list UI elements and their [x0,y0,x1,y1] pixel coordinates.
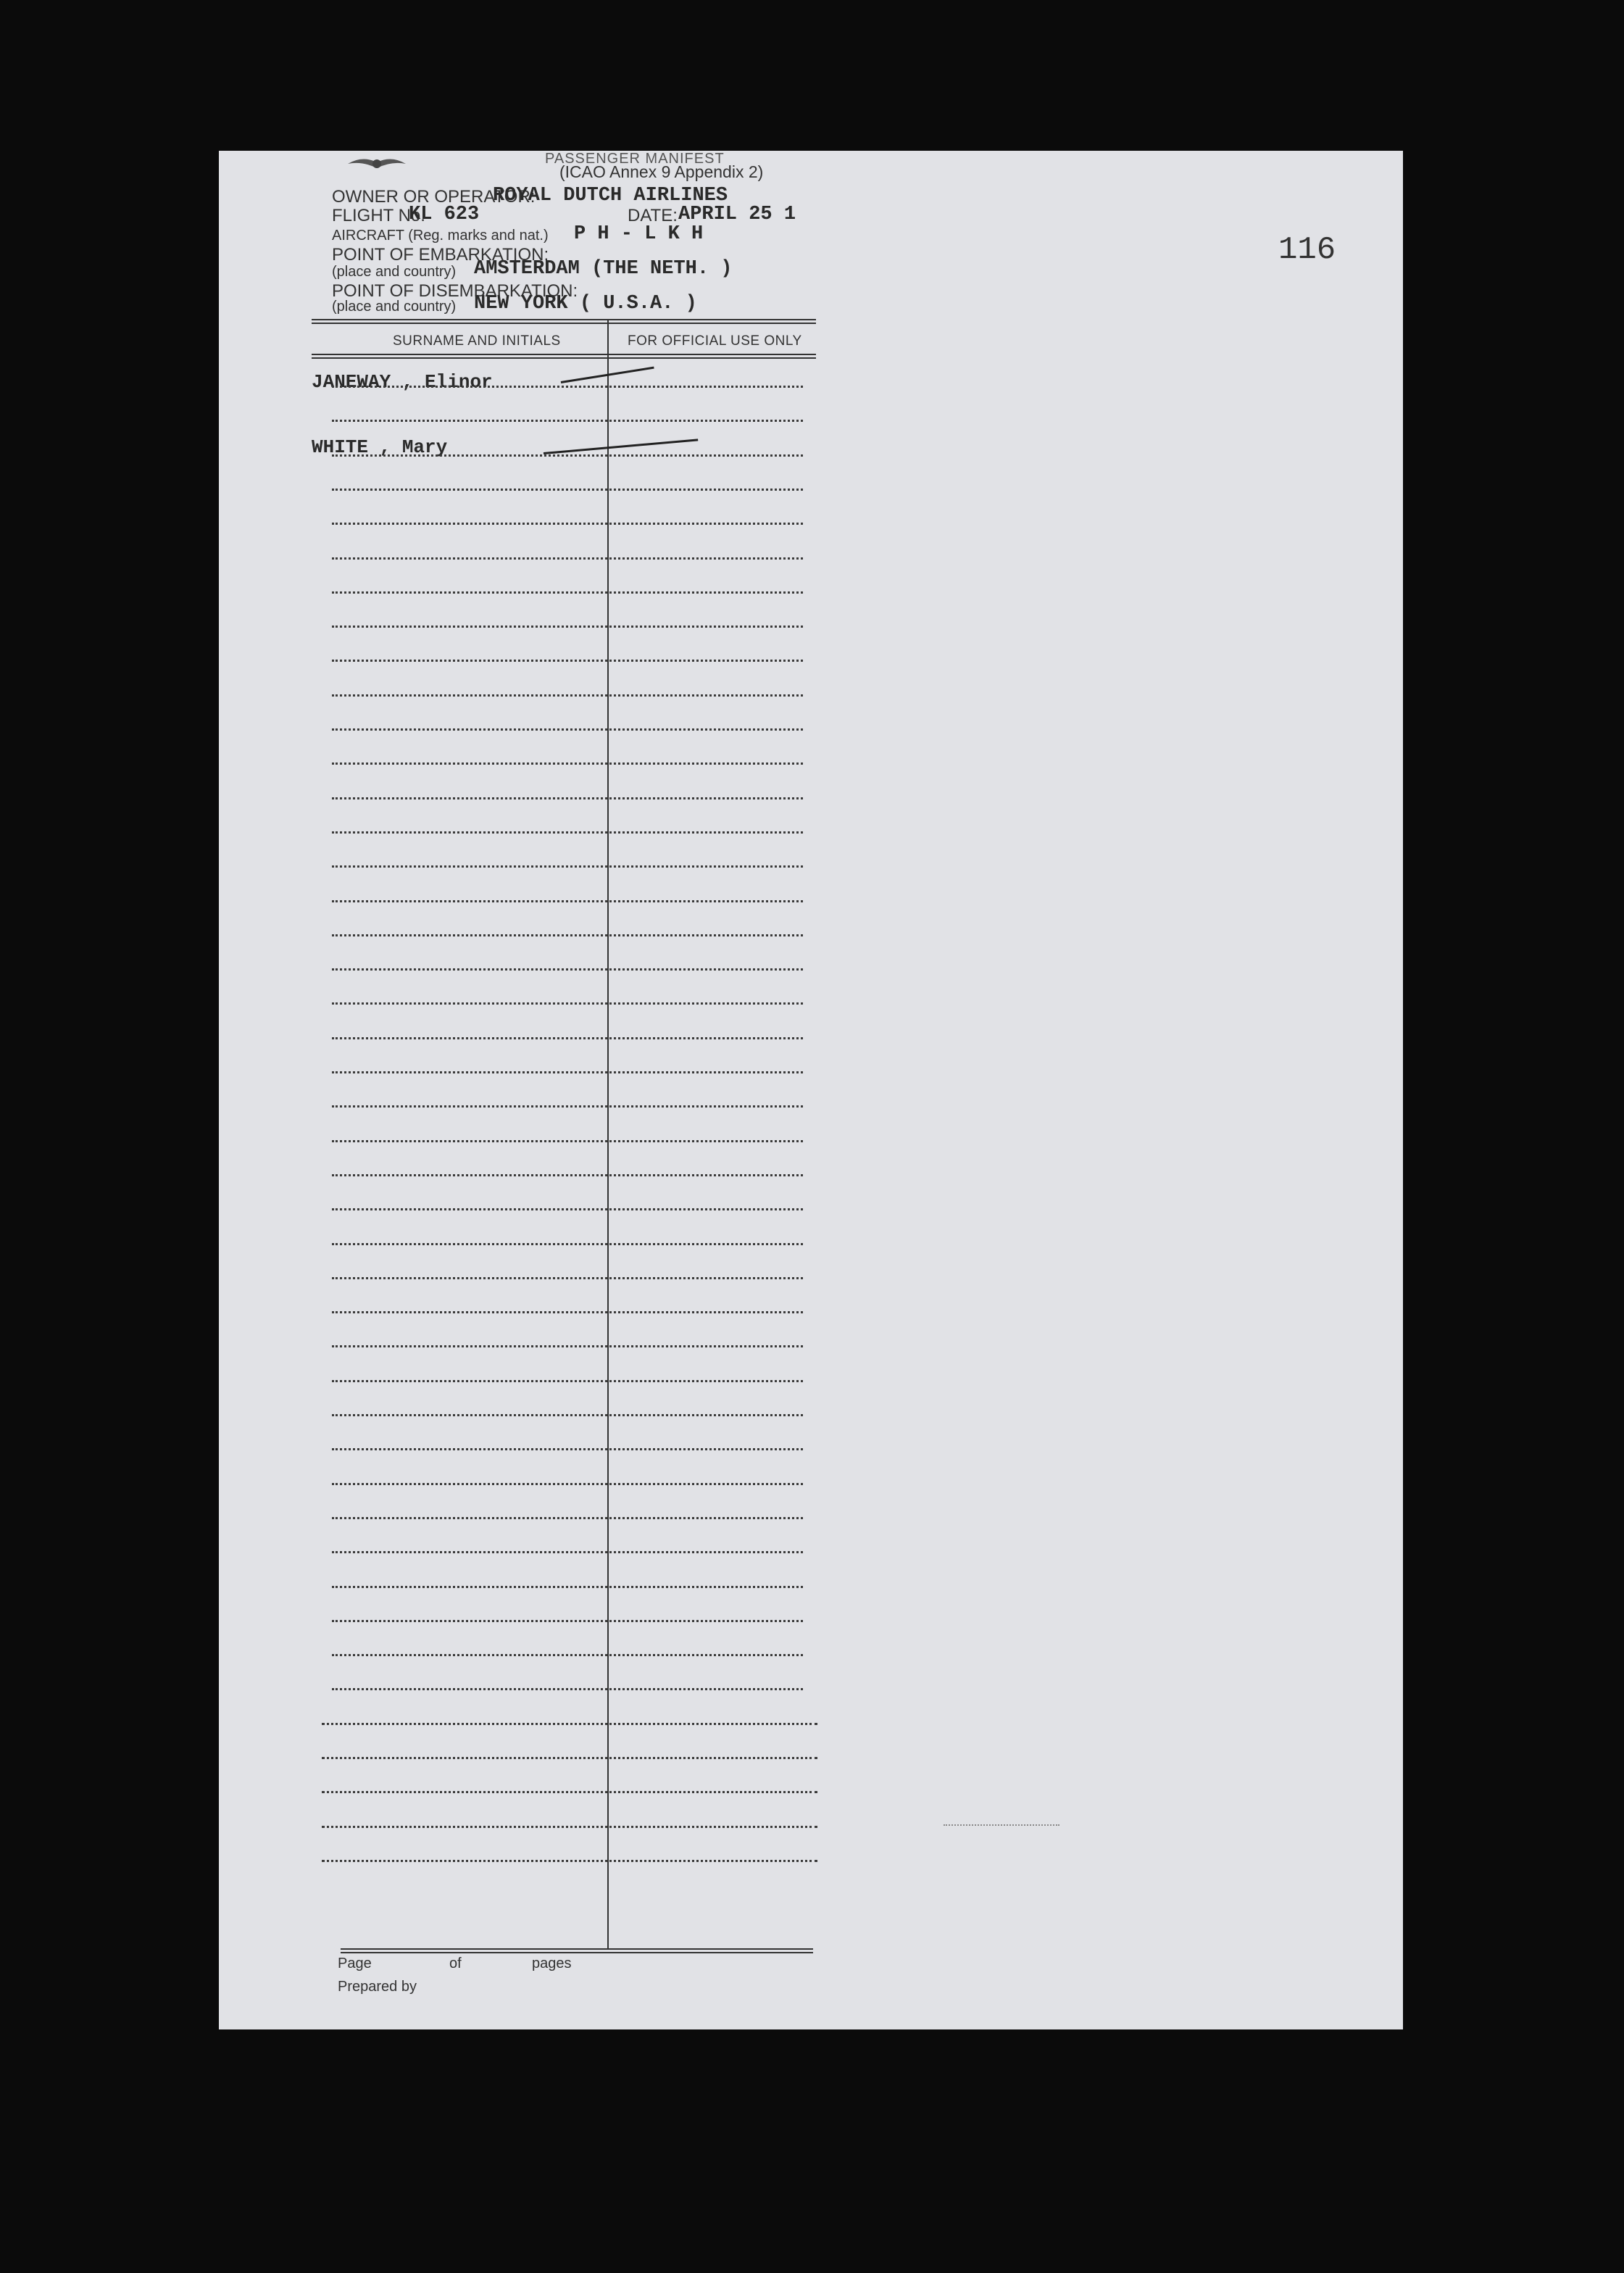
passenger-given: , Mary [379,436,448,458]
column-surname-header: SURNAME AND INITIALS [393,333,561,349]
manifest-row-line [332,386,803,388]
manifest-row-line [332,831,803,834]
manifest-row-line [332,1688,803,1690]
manifest-row-line [332,1277,803,1279]
manifest-row-line [332,557,803,560]
owner-label: OWNER OR OPERATOR: [332,187,536,207]
manifest-row-line [332,1483,803,1485]
column-official-header: FOR OFFICIAL USE ONLY [628,333,802,349]
footer-page-label: Page [338,1956,372,1971]
passenger-row-1 [312,371,493,393]
flight-label: FLIGHT No. [332,206,425,225]
manifest-row-line [332,1380,803,1382]
date-value: APRIL 25 1 [678,204,796,225]
passenger-given: , Elinor [401,371,493,393]
footer-pages-label: pages [532,1956,572,1971]
manifest-row-line [332,1345,803,1347]
table-header-rule [312,354,816,359]
embarkation-sub: (place and country) [332,264,457,280]
passenger-surname: WHITE [312,436,369,458]
manifest-row-line [332,694,803,697]
manifest-row-line [322,1860,817,1862]
form-title: PASSENGER MANIFEST [545,151,725,167]
passenger-table [312,319,1022,1944]
manifest-page [219,151,1403,2029]
manifest-row-line [332,1517,803,1519]
owner-value: ROYAL DUTCH AIRLINES [493,185,728,207]
manifest-row-line [332,728,803,731]
table-bottom-rule [341,1948,813,1953]
manifest-row-line [332,523,803,525]
manifest-row-line [332,865,803,868]
passenger-surname: JANEWAY [312,371,391,393]
manifest-row-line [332,660,803,662]
manifest-row-line [332,1243,803,1245]
manifest-row-line [332,1311,803,1313]
manifest-row-line [332,1071,803,1073]
page-number: 116 [1278,232,1336,268]
manifest-row-line [332,1140,803,1142]
footer-prepared-label: Prepared by [338,1979,417,1995]
manifest-row-line [322,1757,817,1759]
manifest-row-line [332,934,803,936]
manifest-row-line [332,1448,803,1450]
manifest-row-line [332,900,803,902]
column-divider [607,319,609,1948]
footer-of-label: of [449,1956,462,1971]
manifest-row-line [332,1174,803,1176]
disembarkation-sub: (place and country) [332,299,457,315]
stray-mark [944,1824,1059,1826]
manifest-row-line [332,1208,803,1210]
form-annex: (ICAO Annex 9 Appendix 2) [559,162,764,181]
embarkation-label: POINT OF EMBARKATION: [332,245,549,265]
manifest-row-line [322,1723,817,1725]
manifest-row-line [332,1002,803,1005]
manifest-row-line [332,1037,803,1039]
aircraft-value: P H - L K H [574,223,704,245]
manifest-row-line [332,1105,803,1108]
manifest-row-line [332,1654,803,1656]
manifest-row-line [322,1826,817,1828]
manifest-row-line [332,1586,803,1588]
manifest-row-line [322,1791,817,1793]
table-top-rule [312,319,816,324]
embarkation-value: AMSTERDAM (THE NETH. ) [474,258,733,280]
manifest-row-line [332,1414,803,1416]
airline-emblem-icon [346,154,407,173]
manifest-row-line [332,454,803,457]
aircraft-label: AIRCRAFT (Reg. marks and nat.) [332,228,549,244]
manifest-row-line [332,797,803,799]
official-check-mark [544,439,698,454]
manifest-row-line [332,1551,803,1553]
manifest-row-line [332,1620,803,1622]
flight-value: KL 623 [409,204,480,225]
manifest-row-line [332,762,803,765]
manifest-row-line [332,626,803,628]
disembarkation-value: NEW YORK ( U.S.A. ) [474,293,697,315]
manifest-row-line [332,489,803,491]
manifest-row-line [332,591,803,594]
disembarkation-label: POINT OF DISEMBARKATION: [332,281,578,301]
manifest-row-line [332,420,803,422]
date-label: DATE: [628,206,678,225]
manifest-row-line [332,968,803,971]
